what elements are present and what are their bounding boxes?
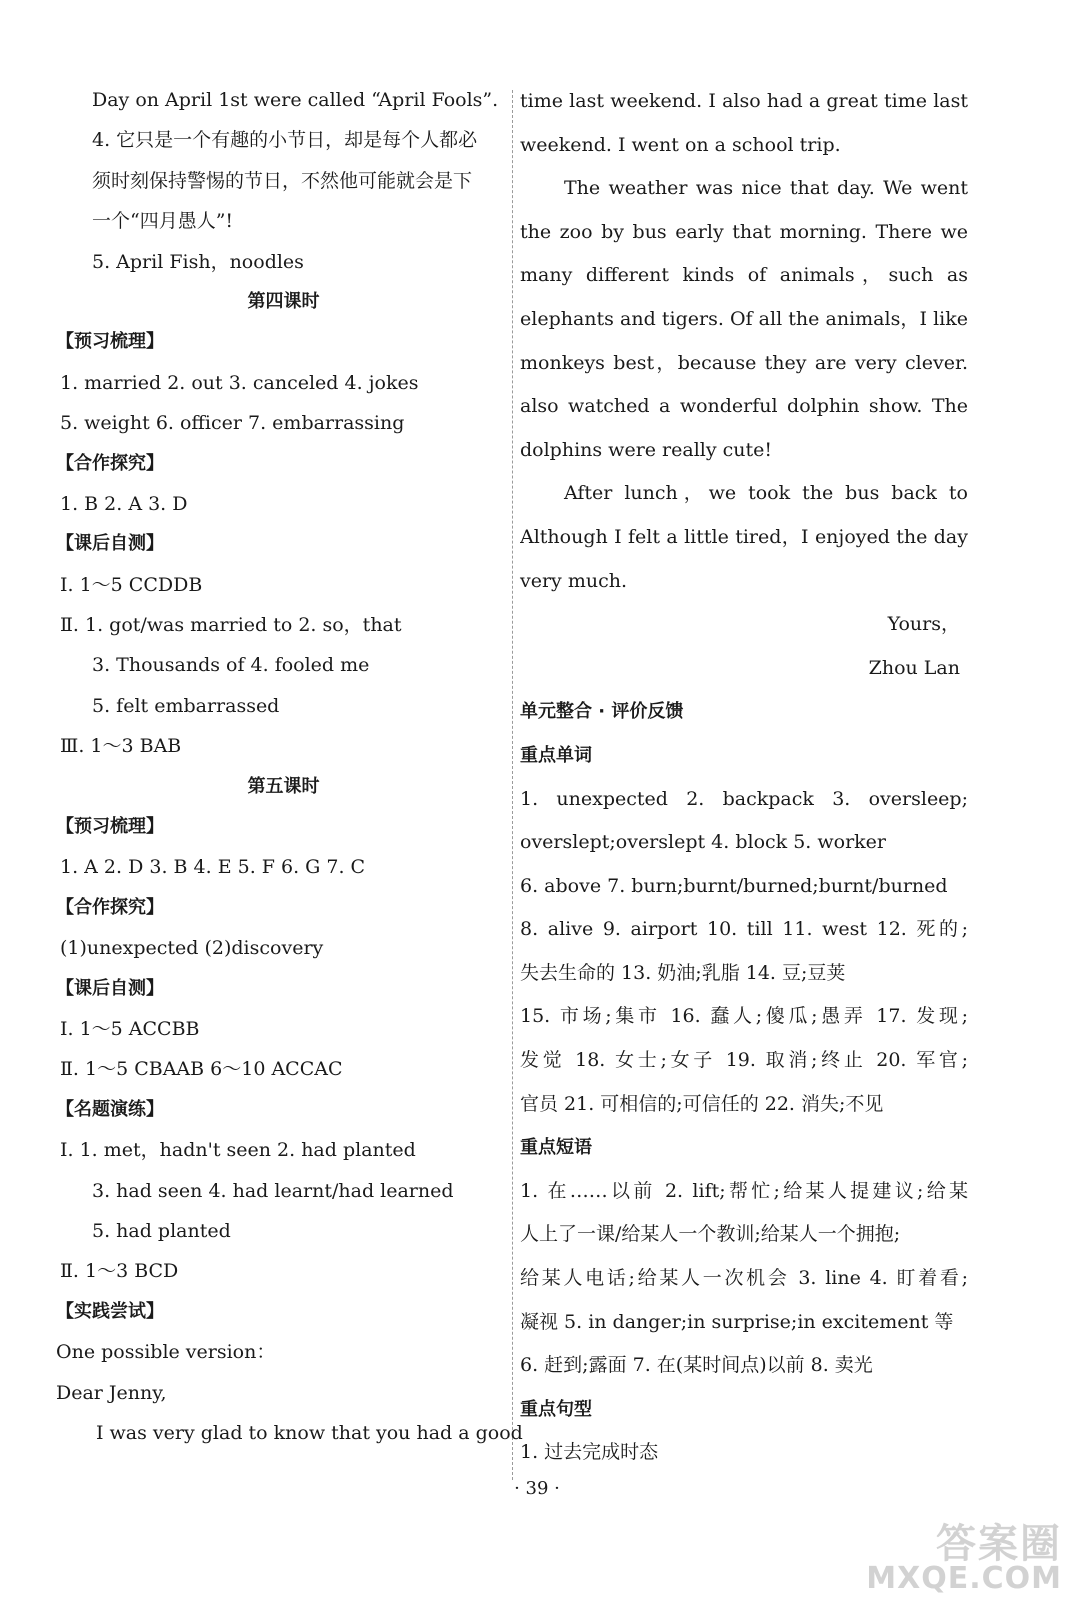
section-heading: 重点句型 (520, 1398, 592, 1420)
essay-line: Although I felt a little tired，I enjoyed the day (520, 525, 968, 548)
essay-line: also watched a wonderful dolphin show. The (520, 395, 968, 418)
essay-line: dolphins were really cute! (520, 438, 773, 461)
letter-signature: Zhou Lan (868, 656, 960, 679)
answer-line: 6. 赶到;露面 7. 在(某时间点)以前 8. 卖光 (520, 1354, 873, 1377)
answer-line: 3. Thousands of 4. fooled me (92, 654, 370, 677)
text-line: 一个“四月愚人”! (92, 210, 234, 233)
answer-line: Ⅲ. 1～3 BAB (60, 735, 182, 758)
answer-line: 失去生命的 13. 奶油;乳脂 14. 豆;豆荚 (520, 961, 846, 984)
right-column (520, 80, 968, 1475)
answer-line: Ⅱ. 1～5 CBAAB 6～10 ACCAC (60, 1058, 343, 1081)
answer-line: 6. above 7. burn;burnt/burned;burnt/burned (520, 874, 948, 897)
answer-line: Ⅱ. 1～3 BCD (60, 1260, 179, 1283)
essay-line: After lunch，we took the bus back to (564, 482, 968, 505)
answer-line: Ⅰ. 1. met，hadn't seen 2. had planted (60, 1139, 416, 1162)
answer-line: 1. married 2. out 3. canceled 4. jokes (60, 371, 419, 394)
section-title: 第四课时 (247, 290, 320, 312)
answer-line: 5. weight 6. officer 7. embarrassing (60, 412, 405, 435)
section-heading: 重点单词 (520, 744, 592, 766)
answer-line: Ⅱ. 1. got/was married to 2. so，that (60, 614, 402, 637)
section-heading: 【合作探究】 (56, 896, 164, 918)
answer-line: (1)unexpected (2)discovery (60, 937, 324, 960)
answer-line: overslept;overslept 4. block 5. worker (520, 831, 887, 854)
section-heading: 【课后自测】 (56, 977, 164, 999)
essay-line: One possible version： (56, 1341, 276, 1364)
essay-line: Dear Jenny, (56, 1381, 167, 1404)
watermark-logo (866, 1521, 1062, 1596)
watermark-cn: 答案圈 (936, 1521, 1062, 1567)
column-divider (512, 90, 513, 1480)
answer-line: Ⅰ. 1～5 CCDDB (60, 573, 203, 596)
answer-line: 官员 21. 可相信的;可信任的 22. 消失;不见 (520, 1092, 884, 1115)
essay-line: very much. (520, 569, 628, 592)
essay-line: The weather was nice that day. We went (564, 177, 968, 200)
essay-line: I was very glad to know that you had a good (96, 1421, 523, 1444)
section-heading: 【课后自测】 (56, 533, 164, 555)
answer-line: 给某人电话;给某人一次机会 3. line 4. 盯着看; (520, 1267, 968, 1290)
essay-line: elephants and tigers. Of all the animals，I like (520, 307, 968, 330)
answer-line: 5. had planted (92, 1219, 231, 1242)
page-number: · 39 · (514, 1478, 560, 1499)
answer-line: 1. A 2. D 3. B 4. E 5. F 6. G 7. C (60, 856, 366, 879)
section-heading: 【名题演练】 (56, 1098, 164, 1120)
essay-line: many different kinds of animals，such as (520, 264, 968, 287)
answer-line: Ⅰ. 1～5 ACCBB (60, 1017, 200, 1040)
essay-line: the zoo by bus early that morning. There we (520, 220, 968, 243)
answer-line: 1. unexpected 2. backpack 3. oversleep; (520, 787, 968, 810)
letter-closing: Yours， (887, 613, 960, 636)
text-line: 4. 它只是一个有趣的小节日，却是每个人都必 (92, 129, 478, 152)
answer-line: 1. 在……以前 2. lift;帮忙;给某人提建议;给某 (520, 1179, 968, 1202)
text-line: 须时刻保持警惕的节日，不然他可能就会是下 (92, 169, 473, 192)
answer-line: 8. alive 9. airport 10. till 11. west 12. 死的; (520, 918, 968, 941)
essay-line: time last weekend. I also had a great time last (520, 90, 968, 112)
text-line: 5. April Fish，noodles (92, 250, 304, 273)
section-heading: 重点短语 (520, 1137, 592, 1159)
answer-line: 1. 过去完成时态 (520, 1441, 659, 1464)
text-line: Day on April 1st were called “April Fools”. (92, 89, 499, 111)
answer-line: 1. B 2. A 3. D (60, 492, 188, 515)
answer-line: 发觉 18. 女士;女子 19. 取消;终止 20. 军官; (520, 1049, 968, 1072)
left-column (56, 80, 523, 1453)
essay-line: weekend. I went on a school trip. (520, 133, 841, 156)
watermark-en: MXQE.COM (866, 1561, 1062, 1596)
section-heading: 【合作探究】 (56, 452, 164, 474)
section-heading: 【实践尝试】 (56, 1300, 164, 1322)
answer-line: 15. 市场;集市 16. 蠢人;傻瓜;愚弄 17. 发现; (520, 1005, 968, 1028)
answer-line: 凝视 5. in danger;in surprise;in excitement 等 (520, 1310, 954, 1333)
answer-line: 人上了一课/给某人一个教训;给某人一个拥抱; (520, 1223, 901, 1246)
section-title: 第五课时 (247, 775, 320, 797)
answer-line: 3. had seen 4. had learnt/had learned (92, 1179, 454, 1202)
section-title: 单元整合 · 评价反馈 (520, 701, 684, 723)
essay-line: monkeys best，because they are very clever. (520, 351, 968, 374)
answer-line: 5. felt embarrassed (92, 694, 280, 717)
section-heading: 【预习梳理】 (56, 331, 164, 353)
section-heading: 【预习梳理】 (56, 816, 164, 838)
